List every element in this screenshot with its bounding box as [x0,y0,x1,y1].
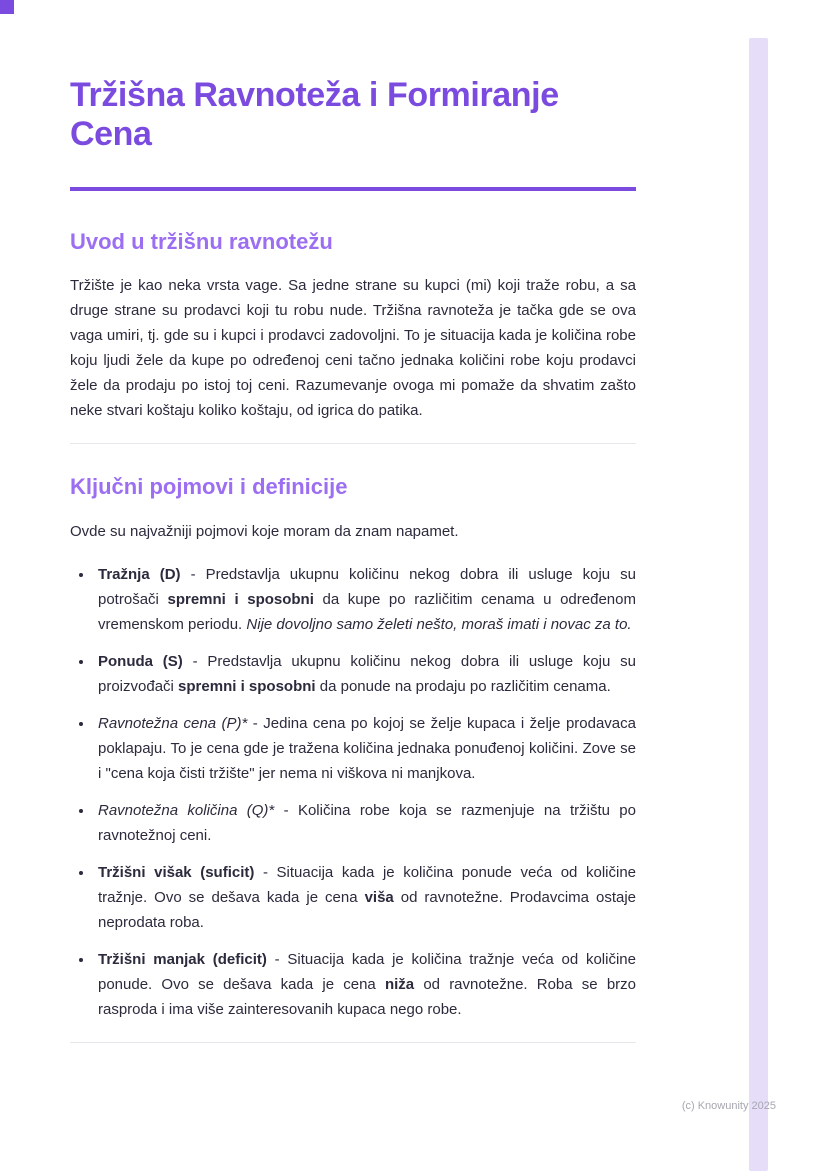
definition-item-manjak [94,947,636,1022]
definition-item-traznja [94,562,636,637]
definition-item-ponuda [94,649,636,699]
text-segment: da ponude na prodaju po različitim cenama. [315,677,611,695]
text-segment: - Jedina cena po kojoj se želje kupaca i želje prodavaca poklapaju. To je cena gde je tražena količina jednaka ponuđenoj količini. Zove se i "cena koja čisti tržište" jer nema ni viškova ni manjkova. [98,714,636,782]
text-segment: - Količina robe koja se razmenjuje na tržištu po ravnotežnoj ceni. [98,801,636,844]
text-segment: - Situacija kada je količina ponude veća od količine tražnje. Ovo se dešava kada je cena [98,863,637,906]
bottom-divider [70,1042,636,1043]
right-side-strip [749,38,768,1171]
section-heading-pojmovi: Ključni pojmovi i definicije [70,474,348,500]
section-uvod [70,229,636,423]
term: Tržišni manjak (deficit) [98,950,267,968]
text-segment: spremni i sposobni [178,677,316,695]
text-segment: od ravnotežne. Prodavcima ostaje neprodata roba. [98,888,637,931]
text-segment: viša [364,888,394,906]
section-divider [70,443,636,444]
intro-paragraph: Tržište je kao neka vrsta vage. Sa jedne strane su kupci (mi) koji traže robu, a sa druge strane su prodavci koji tu robu nude. Tržišna ravnoteža je tačka gde se ova vaga umiri, tj. gde su i kupci i prodavci zadovoljni. To je situacija kada je količina robe koju ljudi žele da kupe po određenoj ceni tačno jednaka količini robe koju prodavci žele da prodaju po istoj toj ceni. Razumevanje ovoga mi pomaže da shvatim zašto neke stvari koštaju koliko koštaju, od igrica do patika. [70,277,636,420]
term: Tržišni višak (suficit) [98,863,255,881]
text-segment: spremni i sposobni [167,590,314,608]
corner-accent [0,0,14,14]
term: Ponuda (S) [98,652,183,670]
text-segment: od ravnotežne. Roba se brzo rasproda i ima više zainteresovanih kupaca nego robe. [98,975,636,1018]
text-segment: da kupe po različitim cenama u određenom vremenskom periodu. [98,590,636,633]
text-segment: - Predstavlja ukupnu količinu nekog dobra ili usluge koju su proizvođači [98,652,636,695]
title-rule [70,187,636,191]
term: Ravnotežna cena (P)* [98,714,248,732]
document-content [70,58,636,1073]
term: Tražnja (D) [98,565,181,583]
term: Ravnotežna količina (Q)* [98,801,275,819]
definition-item-ravnotezna-cena [94,711,636,786]
definition-item-visak [94,860,636,935]
page-title: Tržišna Ravnoteža i Formiranje Cena [70,76,559,154]
text-segment: niža [384,975,415,993]
text-segment: - Predstavlja ukupnu količinu nekog dobra ili usluge koju su potrošači [98,565,636,608]
section-heading-uvod: Uvod u tržišnu ravnotežu [70,228,333,254]
terms-intro: Ovde su najvažniji pojmovi koje moram da znam napamet. [70,522,459,540]
text-segment: Nije dovoljno samo želeti nešto, moraš imati i novac za to. [246,615,632,633]
section-pojmovi [70,474,636,1021]
definitions-list [70,562,636,1022]
definition-item-ravnotezna-kolicina [94,798,636,848]
footer-copyright: (c) Knowunity 2025 [681,1100,776,1112]
text-segment: - Situacija kada je količina tražnje veća od količine ponude. Ovo se dešava kada je cena [98,950,636,993]
